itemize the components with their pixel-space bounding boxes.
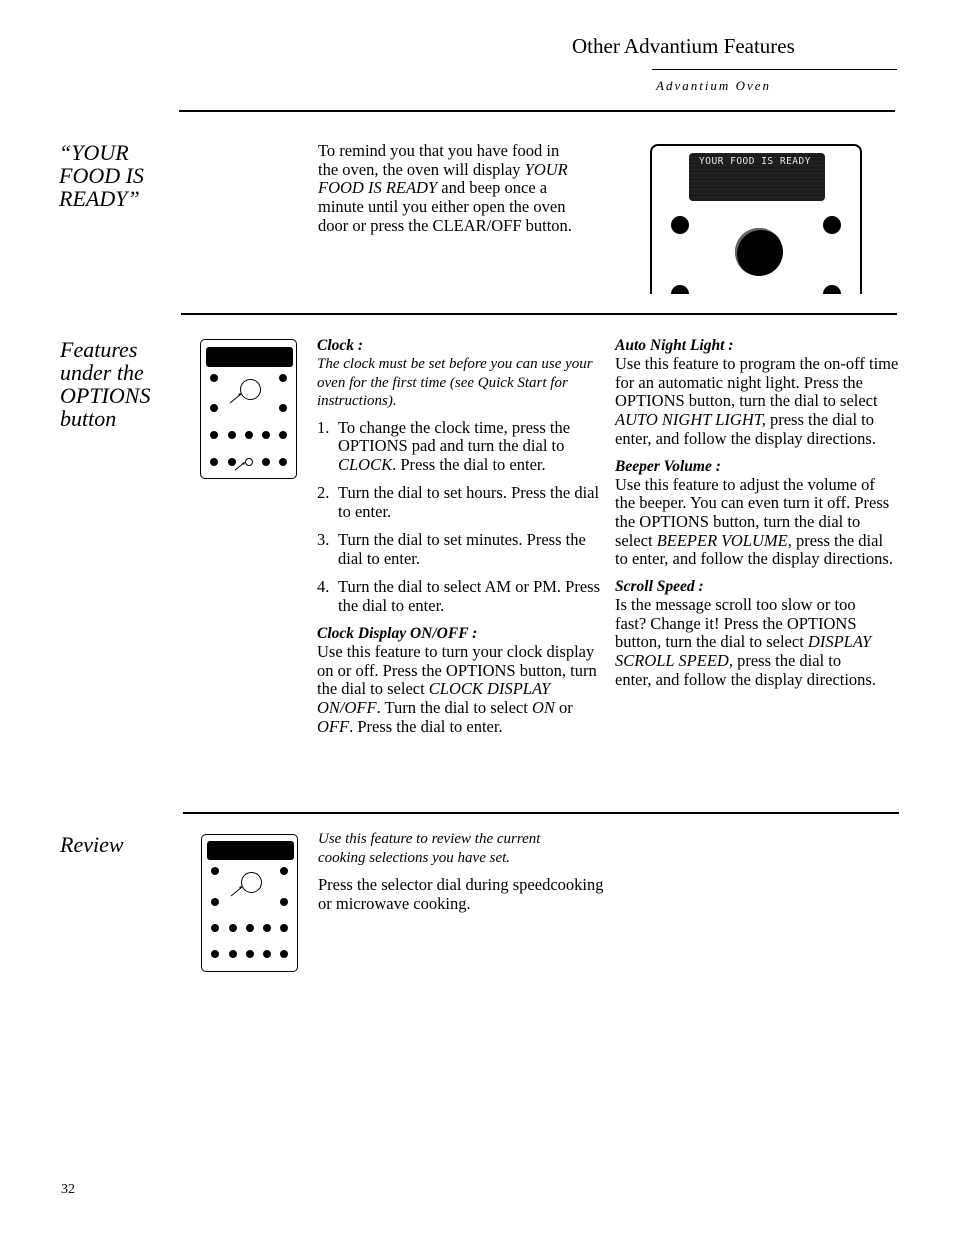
section-title-review: Review <box>60 832 124 857</box>
panel-button-dot <box>245 431 253 439</box>
auto-night-light-heading: Auto Night Light : <box>615 337 734 354</box>
auto-night-light-description: Use this feature to program the on-off time for an automatic night light. Press the OPTIONS button, turn the dial to select AUTO NIGHT LIGHT, press the dial to enter, and follow the display directions. <box>615 354 899 448</box>
clock-display-description: Use this feature to turn your clock display on or off. Press the OPTIONS button, turn the dial to select CLOCK DISPLAY ON/OFF. Turn the dial to select ON or OFF. Press the dial to enter. <box>317 641 597 736</box>
review-description: Press the selector dial during speedcooking or microwave cooking. <box>318 875 604 913</box>
page-number: 32 <box>61 1182 75 1197</box>
selector-dial-icon <box>735 228 783 276</box>
page-header-title: Other Advantium Features <box>572 34 795 58</box>
review-text-block <box>318 830 608 913</box>
panel-button-dot <box>246 950 254 958</box>
scroll-speed-heading: Scroll Speed : <box>615 578 704 596</box>
panel-button-dot <box>279 374 287 382</box>
panel-button-dot <box>211 924 219 932</box>
clock-display-heading: Clock Display ON/OFF : <box>317 624 478 642</box>
panel-button-dot <box>229 950 237 958</box>
options-right-column <box>615 336 899 690</box>
panel-button-dot <box>210 458 218 466</box>
clock-note: The clock must be set before you can use your oven for the first time (see Quick Start for instructions). <box>317 356 593 409</box>
panel-button-dot <box>280 950 288 958</box>
section-divider-1 <box>179 110 895 112</box>
panel-button-dot <box>211 867 219 875</box>
list-item: 3. Turn the dial to set minutes. Press the dial to enter. <box>317 530 586 568</box>
panel-button-dot <box>210 374 218 382</box>
oven-display-text: YOUR FOOD IS READY <box>699 156 811 167</box>
panel-button-dot <box>262 431 270 439</box>
list-item: 1. To change the clock time, press the OPTIONS pad and turn the dial to CLOCK. Press the dial to enter. <box>317 417 571 474</box>
options-middle-column <box>317 336 604 736</box>
list-item: 2. Turn the dial to set hours. Press the dial to enter. <box>317 483 600 521</box>
beeper-volume-heading: Beeper Volume : <box>615 457 721 475</box>
section-title-options: Features under the OPTIONS button <box>60 337 151 431</box>
panel-button-dot <box>279 431 287 439</box>
panel-display-screen <box>207 841 294 860</box>
panel-button-dot <box>228 431 236 439</box>
food-ready-description: To remind you that you have food in the oven, the oven will display YOUR FOOD IS READY and beep once a minute until you either open the oven door or press the CLEAR/OFF button. <box>318 141 572 235</box>
panel-button-dot <box>211 950 219 958</box>
panel-button-dot <box>262 458 270 466</box>
panel-button-dot <box>229 924 237 932</box>
section-title-food-ready: “YOUR FOOD IS READY” <box>59 140 144 211</box>
arrow-pointer-icon <box>233 460 247 472</box>
clock-steps-list <box>317 419 604 616</box>
panel-button-dot <box>263 950 271 958</box>
beeper-volume-description: Use this feature to adjust the volume of the beeper. You can even turn it off. Press the OPTIONS button, turn the dial to select BEEPER VOLUME, press the dial to enter, and follow the display directions. <box>615 474 893 569</box>
panel-button-dot <box>246 924 254 932</box>
arrow-pointer-icon <box>229 883 247 899</box>
review-note: Use this feature to review the current cooking selections you have set. <box>318 831 541 866</box>
header-divider <box>652 69 897 70</box>
panel-button-dot <box>210 404 218 412</box>
panel-button-dot <box>280 898 288 906</box>
section-divider-2 <box>181 313 897 315</box>
clock-heading: Clock : <box>317 337 364 354</box>
arrow-pointer-icon <box>228 390 246 406</box>
control-button-dot <box>671 216 689 234</box>
panel-button-dot <box>279 458 287 466</box>
panel-button-dot <box>210 431 218 439</box>
section-divider-3 <box>183 812 899 814</box>
panel-button-dot <box>211 898 219 906</box>
panel-button-dot <box>280 867 288 875</box>
panel-display-screen <box>206 347 293 367</box>
control-button-dot <box>823 216 841 234</box>
list-item: 4. Turn the dial to select AM or PM. Press the dial to enter. <box>317 576 601 615</box>
panel-button-dot <box>263 924 271 932</box>
panel-button-dot <box>279 404 287 412</box>
panel-button-dot <box>280 924 288 932</box>
scroll-speed-description: Is the message scroll too slow or too fast? Change it! Press the OPTIONS button, turn the dial to select DISPLAY SCROLL SPEED, press the dial to enter, and follow the display directions. <box>615 595 876 689</box>
page-header-subtitle: Advantium Oven <box>656 78 772 93</box>
